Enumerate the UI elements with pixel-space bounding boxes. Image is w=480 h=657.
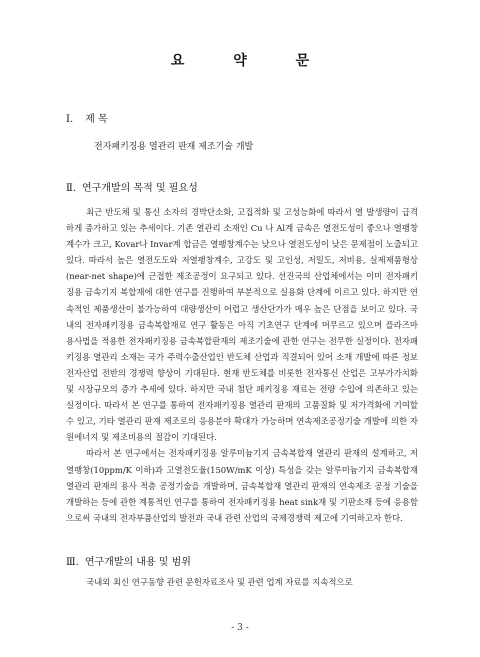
section-title: 연구개발의 내용 및 범위 [84, 557, 191, 568]
section-heading-1 [66, 110, 108, 125]
page-title: 요 약 문 [170, 53, 332, 69]
section-heading-3 [66, 553, 191, 568]
page-number: - 3 - [231, 623, 249, 633]
section-title: 연구개발의 목적 및 필요성 [81, 183, 198, 194]
section-number: Ⅲ. [66, 557, 79, 568]
section-heading-2 [66, 179, 198, 194]
section-2-body [66, 204, 418, 526]
paragraph: 따라서 본 연구에서는 전자패키징용 알루미늄기지 금속복합재 열관리 판재의 설계하고, 저열팽창(10ppm/K 이하)과 고열전도율(150W/mK 이상) 특성을 갖는 알루미늄기지 금속복합재 열관리 판재의 용사 적층 공정기술을 개발하며, 금속복합재 열관리 판재의 연속제조 공정 기술을 개발하는 등에 관한 계통적인 연구를 통하여 전자패키징용 heat sink재 및 기판소재 등에 응용함으로써 국내의 전자부품산업의 발전과 국내 관련 산업의 국제경쟁력 제고에 기여하고자 한다. [66, 448, 418, 523]
paragraph: 최근 반도체 및 통신 소자의 경박단소화, 고집적화 및 고성능화에 따라서 열 발생량이 급격하게 증가하고 있는 추세이다. 기존 열관리 소재인 Cu 나 Al계 금속은 열전도성이 좋으나 열팽창계수가 크고, Kovar나 Invar계 합금은 열팽창계수는 낮으나 열전도성이 낮은 문제점이 노출되고 있다. 따라서 높은 열전도도와 저열팽창계수, 고강도 및 고인성, 저밀도, 저비용, 실제제품형상(near-net shape)에 근접한 제조공정이 요구되고 있다. 선진국의 산업체에서는 이미 전자패키징용 금속기지 복합재에 대한 연구를 진행하여 부분적으로 실용화 단계에 이르고 있다. 하지만 연속적인 제품생산이 불가능하여 대량생산이 어렵고 생산단가가 매우 높은 단점을 보이고 있다. 국내의 전자패키징용 금속복합재료 연구 활동은 아직 기초연구 단계에 머무르고 있으며 플라즈마 용사법을 적용한 전자패키징용 금속복합판재의 제조기술에 관한 연구는 전무한 실정이다. 전자패키징용 열관리 소재는 국가 주력수출산업인 반도체 산업과 직결되어 있어 소재 개발에 따른 정보전자산업 전반의 경쟁력 향상이 기대된다. 현재 반도체를 비롯한 전자통신 산업은 고부가가치화 및 시장규모의 증가 추세에 있다. 하지만 국내 첨단 패키징용 재료는 전량 수입에 의존하고 있는 실정이다. 따라서 본 연구를 통하여 전자패키징용 열관리 판재의 고품질화 및 저가격화에 기여할 수 있고, 기타 열관리 판재 제조로의 응용분야 확대가 가능하며 연속제조공정기술 개발에 의한 자원에너지 및 제조비용의 절감이 기대된다. [66, 207, 418, 443]
section-number: Ⅰ. [66, 114, 74, 125]
section-3-body [66, 574, 418, 590]
section-number: Ⅱ. [66, 183, 76, 194]
paragraph: 국내외 최신 연구동향 관련 문헌자료조사 및 관련 업계 자료를 지속적으로 [86, 577, 353, 587]
section-title: 제 목 [85, 114, 108, 125]
project-title: 전자패키징용 열관리 판재 제조기술 개발 [94, 142, 254, 152]
